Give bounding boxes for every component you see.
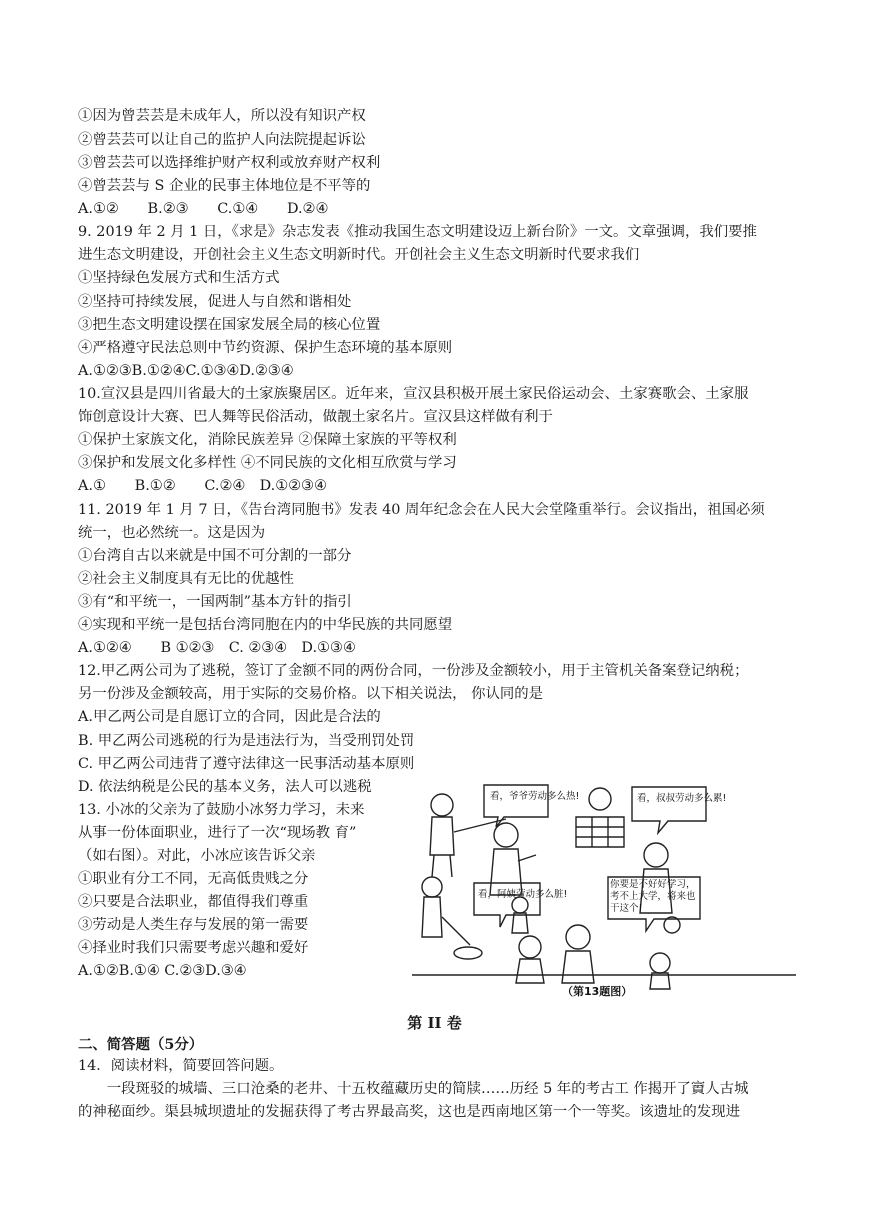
text-line: D. 依法纳税是公民的基本义务，法人可以逃税 bbox=[78, 779, 372, 795]
text-line: 10.宣汉县是四川省最大的土家族聚居区。近年来，宣汉县积极开展土家民俗运动会、土家赛歌会、土家服 bbox=[78, 386, 749, 402]
text-line: ②曾芸芸可以让自己的监护人向法院提起诉讼 bbox=[78, 132, 366, 148]
text-line: （如右图）。对此，小冰应该告诉父亲 bbox=[78, 848, 316, 864]
text-line: 12.甲乙两公司为了逃税，签订了金额不同的两份合同，一份涉及金额较小，用于主管机关备案登记纳税； bbox=[78, 663, 749, 679]
text-line: B. 甲乙两公司逃税的行为是违法行为，当受刑罚处罚 bbox=[78, 733, 415, 749]
text-line: 进生态文明建设，开创社会主义生态文明新时代。开创社会主义生态文明新时代要求我们 bbox=[78, 247, 640, 263]
cleaner-figure bbox=[422, 877, 482, 959]
text-line: A.甲乙两公司是自愿订立的合同，因此是合法的 bbox=[78, 709, 381, 725]
text-line: 11. 2019 年 1 月 7 日，《告台湾同胞书》发表 40 周年纪念会在人民大会堂隆重举行。会议指出，祖国必须 bbox=[78, 502, 765, 518]
text-line: ③劳动是人类生存与发展的第一需要 bbox=[78, 917, 309, 933]
bubble-text: 你要是不好好学习，考不上大学，将来也干这个! bbox=[610, 879, 696, 914]
text-line: ①因为曾芸芸是未成年人，所以没有知识产权 bbox=[78, 108, 366, 124]
text-line: ④择业时我们只需要考虑兴趣和爱好 bbox=[78, 940, 309, 956]
text-line: ①台湾自古以来就是中国不可分割的一部分 bbox=[78, 548, 352, 564]
text-line: A.①② B.②③ C.①④ D.②④ bbox=[78, 201, 329, 217]
text-line: ④实现和平统一是包括台湾同胞在内的中华民族的共同愿望 bbox=[78, 617, 453, 633]
text-line: 13. 小冰的父亲为了鼓励小冰努力学习，未来 bbox=[78, 802, 365, 818]
section-title: 第 II 卷 bbox=[407, 1014, 462, 1032]
text-line: ④曾芸芸与 S 企业的民事主体地位是不平等的 bbox=[78, 178, 371, 194]
figure-caption: （第13题图） bbox=[562, 985, 633, 998]
text-line: A.①②④ B ①②③ C. ②③④ D.①③④ bbox=[78, 640, 356, 656]
text-line: 另一份涉及金额较高，用于实际的交易价格。以下相关说法， 你认同的是 bbox=[78, 686, 544, 702]
text-line: 14．阅读材料，简要回答问题。 bbox=[78, 1058, 284, 1074]
text-line: ③有“和平统一，一国两制”基本方针的指引 bbox=[78, 594, 352, 610]
worker-figure bbox=[576, 788, 624, 847]
text-line: ③把生态文明建设摆在国家发展全局的核心位置 bbox=[78, 317, 381, 333]
text-line: 一段斑驳的城墙、三口沧桑的老井、十五枚蕴藏历史的简牍……历经 5 年的考古工 作揭开了賨人古城 bbox=[78, 1081, 749, 1097]
text-line: ②坚持可持续发展，促进人与自然和谐相处 bbox=[78, 294, 352, 310]
text-line: 饰创意设计大赛、巴人舞等民俗活动，做靓土家名片。宣汉县这样做有利于 bbox=[78, 409, 553, 425]
text-line: 从事一份体面职业，进行了一次“现场教 育” bbox=[78, 825, 357, 841]
bubble-text: 看，爷爷劳动多么热! bbox=[490, 791, 580, 802]
text-line: ②只要是合法职业，都值得我们尊重 bbox=[78, 894, 309, 910]
text-line: ③保护和发展文化多样性 ④不同民族的文化相互欣赏与学习 bbox=[78, 455, 457, 471]
bubble-text: 看，叔叔劳动多么累! bbox=[637, 793, 727, 804]
child-figure-2 bbox=[650, 953, 670, 989]
text-line: C. 甲乙两公司违背了遵守法律这一民事活动基本原则 bbox=[78, 756, 415, 772]
text-line: ①保护土家族文化，消除民族差异 ②保障土家族的平等权利 bbox=[78, 432, 457, 448]
text-line: ③曾芸芸可以选择维护财产权利或放弃财产权利 bbox=[78, 155, 381, 171]
text-line: ②社会主义制度具有无比的优越性 bbox=[78, 571, 294, 587]
text-line: 统一，也必然统一。这是因为 bbox=[78, 525, 266, 541]
father-figure bbox=[490, 823, 536, 895]
text-line: ①坚持绿色发展方式和生活方式 bbox=[78, 270, 280, 286]
text-line: 9. 2019 年 2 月 1 日，《求是》杂志发表《推动我国生态文明建设迈上新台阶》一文。文章强调，我们要推 bbox=[78, 224, 757, 240]
section-heading: 二、简答题（5分） bbox=[78, 1036, 204, 1053]
text-line: 的神秘面纱。渠县城坝遗址的发掘获得了考古界最高奖，这也是西南地区第一个一等奖。该遗址的发现进 bbox=[78, 1104, 740, 1120]
father-figure-3 bbox=[516, 936, 544, 983]
bubble-text: 看，阿姨劳动多么脏! bbox=[478, 889, 568, 900]
text-line: ④严格遵守民法总则中节约资源、保护生态环境的基本原则 bbox=[78, 340, 453, 356]
text-line: A.①②③B.①②④C.①③④D.②③④ bbox=[78, 363, 294, 379]
text-line: A.①②B.①④ C.②③D.③④ bbox=[78, 963, 247, 979]
text-line: ①职业有分工不同，无高低贵贱之分 bbox=[78, 871, 309, 887]
cartoon-figure bbox=[410, 777, 798, 1001]
text-line: A.① B.①② C.②④ D.①②③④ bbox=[78, 478, 327, 494]
